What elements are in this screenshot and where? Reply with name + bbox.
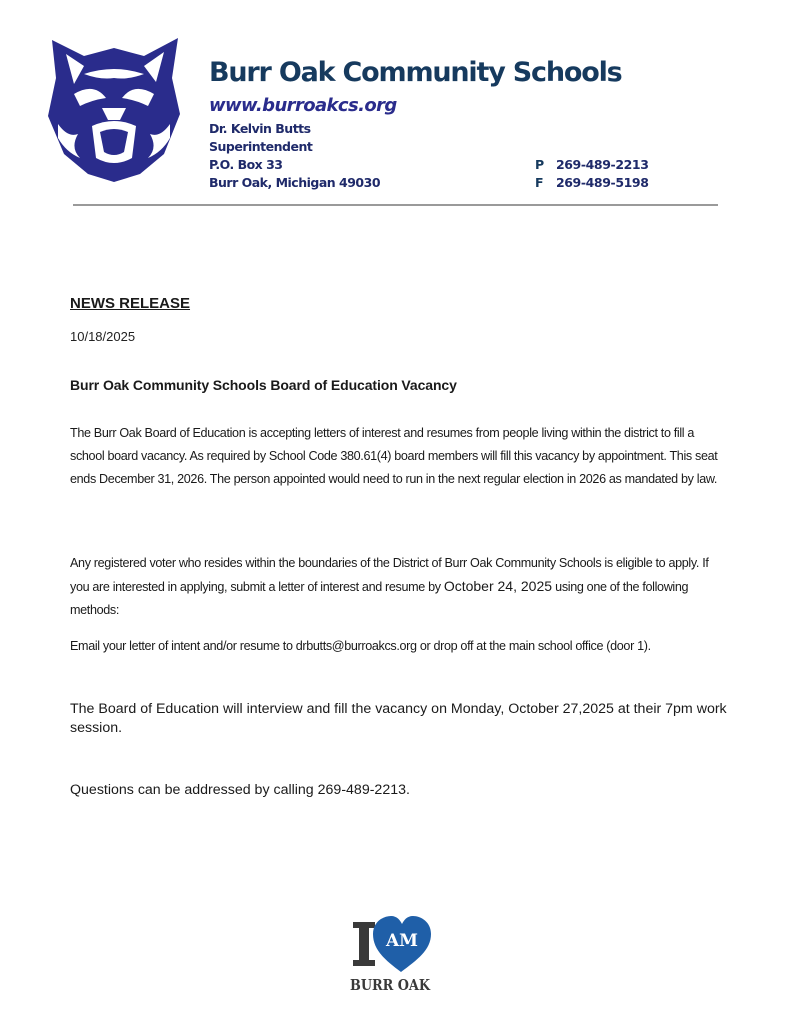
phone-number: 269-489-2213 xyxy=(555,157,649,172)
address-line-1: P.O. Box 33 xyxy=(209,157,283,172)
fax-label: F xyxy=(535,175,544,190)
eligibility-text-end: using one of the following methods: xyxy=(70,580,689,617)
paragraph-vacancy-details: The Burr Oak Board of Education is accepting letters of interest and resumes from people living within the district to fill a school board vacancy. As required by School Code 380.61(4) board members will fill this vacancy by appointment. This seat ends December 31, 2026. The person appointed would need to run in the next regular election in 2026 as mandated by law. xyxy=(70,426,718,486)
fax-line xyxy=(535,175,649,190)
release-date: 10/18/2025 xyxy=(70,329,136,344)
news-release-label: NEWS RELEASE xyxy=(70,295,191,312)
superintendent-name: Dr. Kelvin Butts xyxy=(209,121,311,136)
paragraph-questions: Questions can be addressed by calling 269-489-2213. xyxy=(70,782,410,798)
superintendent-title: Superintendent xyxy=(209,139,313,154)
website-link[interactable]: www.burroakcs.org xyxy=(209,95,397,116)
paragraph-eligibility xyxy=(70,552,730,622)
phone-line xyxy=(535,157,649,172)
fax-number: 269-489-5198 xyxy=(555,175,649,190)
school-name-title: Burr Oak Community Schools xyxy=(209,57,622,88)
paragraph-interview-date: The Board of Education will interview and fill the vacancy on Monday, October 27,2025 at their 7pm work session. xyxy=(70,701,727,736)
header-divider xyxy=(73,204,718,206)
phone-label: P xyxy=(535,157,544,172)
wildcat-mascot-logo-icon xyxy=(44,34,184,184)
svg-text:AM: AM xyxy=(385,931,419,951)
eligibility-text: Any registered voter who resides within the boundaries of the District of Burr Oak Community Schools is eligible to apply. If you are interested in applying, submit a letter of interest and resume by xyxy=(70,556,709,594)
deadline-date: October 24, 2025 xyxy=(443,578,553,594)
paragraph-submission-method: Email your letter of intent and/or resume to drbutts@burroakcs.org or drop off at the main school office (door 1). xyxy=(70,639,651,653)
i-am-burr-oak-heart-logo-icon xyxy=(345,912,435,994)
svg-text:BURR OAK: BURR OAK xyxy=(350,976,431,994)
address-line-2: Burr Oak, Michigan 49030 xyxy=(209,175,381,190)
release-headline: Burr Oak Community Schools Board of Education Vacancy xyxy=(70,377,457,393)
